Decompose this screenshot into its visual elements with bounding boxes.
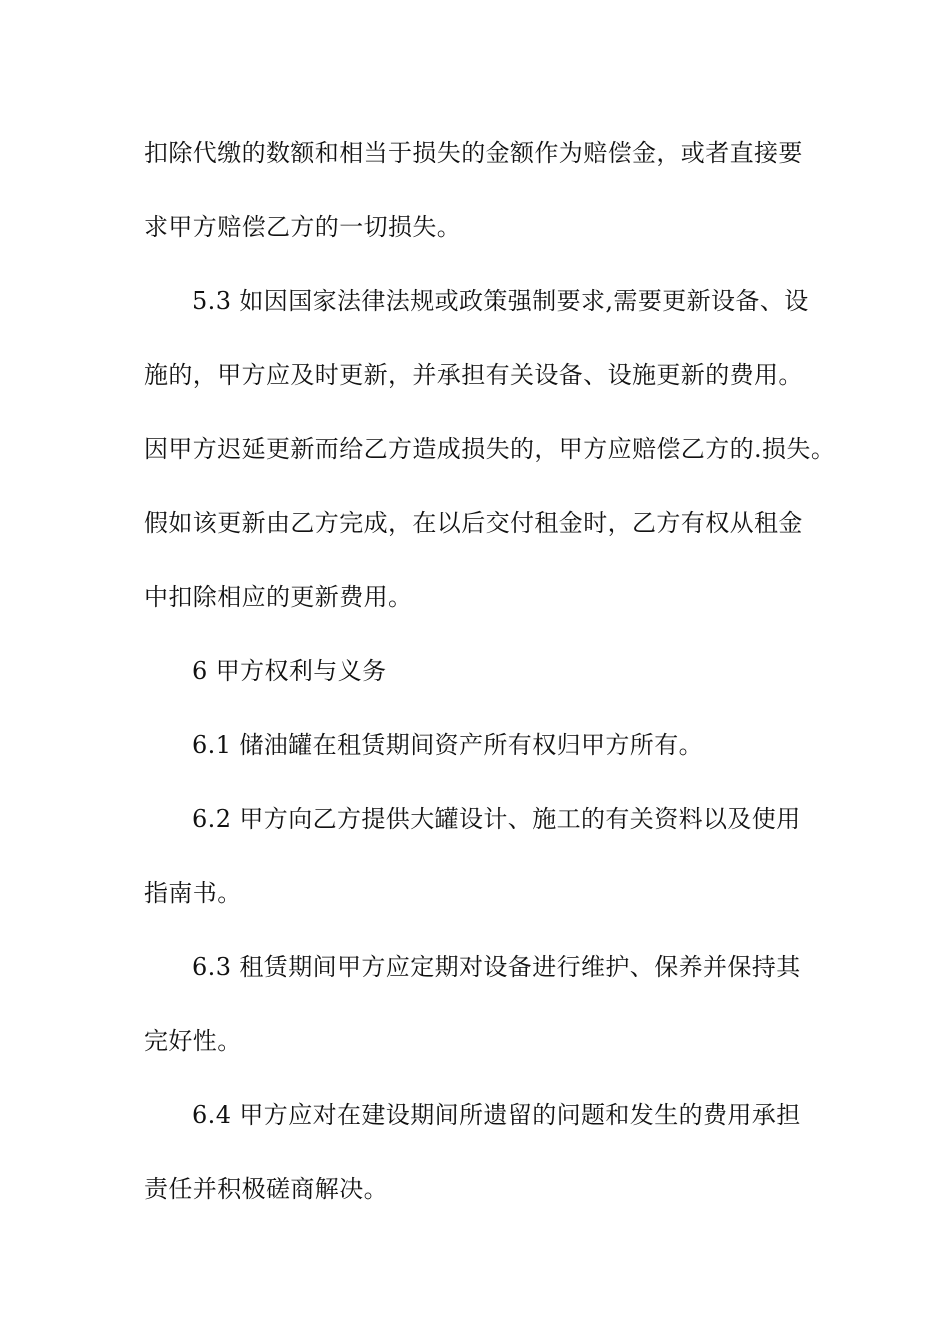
paragraph-line: 指南书。: [144, 879, 242, 907]
clause-6-1-line: 6.1 储油罐在租赁期间资产所有权归甲方所有。: [192, 731, 703, 759]
clause-6-2-line: 6.2 甲方向乙方提供大罐设计、施工的有关资料以及使用: [192, 805, 801, 833]
paragraph-line: 中扣除相应的更新费用。: [144, 583, 413, 611]
section-6-heading: 6 甲方权利与义务: [192, 657, 387, 685]
paragraph-line: 假如该更新由乙方完成，在以后交付租金时，乙方有权从租金: [144, 509, 803, 537]
paragraph-line: 扣除代缴的数额和相当于损失的金额作为赔偿金，或者直接要: [144, 139, 803, 167]
paragraph-line: 因甲方迟延更新而给乙方造成损失的，甲方应赔偿乙方的.损失。: [144, 435, 836, 463]
paragraph-line: 责任并积极磋商解决。: [144, 1175, 388, 1203]
clause-6-4-line: 6.4 甲方应对在建设期间所遗留的问题和发生的费用承担: [192, 1101, 801, 1129]
clause-5-3-line: 5.3 如因国家法律法规或政策强制要求,需要更新设备、设: [192, 287, 809, 315]
paragraph-line: 施的，甲方应及时更新，并承担有关设备、设施更新的费用。: [144, 361, 803, 389]
paragraph-line: 求甲方赔偿乙方的一切损失。: [144, 213, 462, 241]
paragraph-line: 完好性。: [144, 1027, 242, 1055]
clause-6-3-line: 6.3 租赁期间甲方应定期对设备进行维护、保养并保持其: [192, 953, 801, 981]
